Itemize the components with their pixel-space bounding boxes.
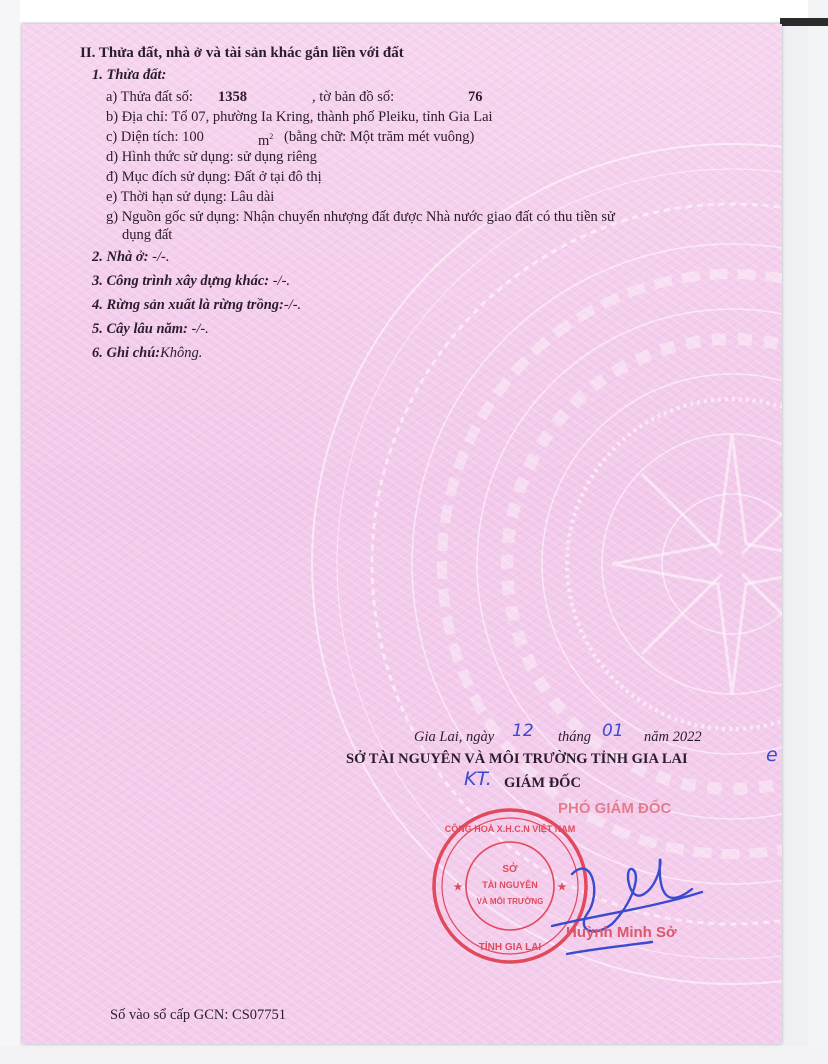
year-text: năm 2022 [644,729,702,745]
signer-name: Huỳnh Minh Sở [566,924,677,941]
scan-border-top [0,0,828,22]
gcn-registry-number: Số vào sổ cấp GCN: CS07751 [110,1007,287,1023]
usage-origin-line1: g) Nguồn gốc sử dụng: Nhận chuyển nhượng đất được Nhà nước giao đất có thu tiền sử [106,209,615,225]
parcel-number-label: a) Thửa đất số: [106,89,193,105]
usage-form: d) Hình thức sử dụng: sử dụng riêng [106,149,317,165]
map-sheet-label: , tờ bản đồ số: [312,89,395,105]
month-prefix: tháng [558,729,592,745]
handwritten-signature-icon [532,834,712,964]
scan-corner-shadow [780,18,828,26]
svg-text:VÀ MÔI TRƯỜNG: VÀ MÔI TRƯỜNG [476,897,544,906]
agency-name: SỞ TÀI NGUYÊN VÀ MÔI TRƯỜNG TỈNH GIA LAI [346,751,688,767]
house-row: 2. Nhà ở: -/-. [92,249,170,265]
usage-purpose: đ) Mục đích sử dụng: Đất ở tại đô thị [106,169,322,185]
scan-border-bottom [0,1046,828,1064]
parcel-area-label: c) Diện tích: 100 [106,129,204,145]
usage-origin-line2: dụng đất [122,227,173,243]
parcel-number-value: 1358 [218,89,247,105]
map-sheet-value: 76 [468,89,483,105]
scan-border-right [808,0,828,1064]
deputy-title: PHÓ GIÁM ĐỐC [558,800,672,817]
agency-pen-mark: e [766,744,778,766]
director-title: GIÁM ĐỐC [504,775,581,791]
svg-text:SỞ: SỞ [502,864,518,875]
month-handwritten: 01 [602,721,624,741]
note-row: 6. Ghi chú:Không. [92,345,203,361]
svg-text:★: ★ [453,882,463,893]
svg-text:★: ★ [557,882,567,893]
day-handwritten: 12 [512,721,534,741]
kt-handwritten: KT. [464,768,492,790]
area-in-words: (bằng chữ: Một trăm mét vuông) [284,129,475,145]
forest-row: 4. Rừng sản xuất là rừng trồng:-/-. [92,297,302,313]
parcel-address: b) Địa chỉ: Tổ 07, phường Ia Kring, thành phố Pleiku, tỉnh Gia Lai [106,109,493,125]
date-prefix: Gia Lai, ngày [414,729,495,745]
perennial-row: 5. Cây lâu năm: -/-. [92,321,209,337]
section-title: II. Thửa đất, nhà ở và tài sản khác gắn liền với đất [80,45,404,61]
svg-text:CỘNG HOÀ X.H.C.N VIỆT NAM: CỘNG HOÀ X.H.C.N VIỆT NAM [444,824,576,834]
svg-text:TÀI NGUYÊN: TÀI NGUYÊN [482,880,538,890]
svg-text:TỈNH GIA LAI: TỈNH GIA LAI [478,942,542,953]
usage-term: e) Thời hạn sử dụng: Lâu dài [106,189,275,205]
certificate-page [22,24,782,1044]
parcel-heading: 1. Thửa đất: [92,67,167,83]
scan-border-left [0,0,20,1064]
area-unit: $m^2$ [258,132,274,149]
construction-row: 3. Công trình xây dựng khác: -/-. [92,273,291,289]
